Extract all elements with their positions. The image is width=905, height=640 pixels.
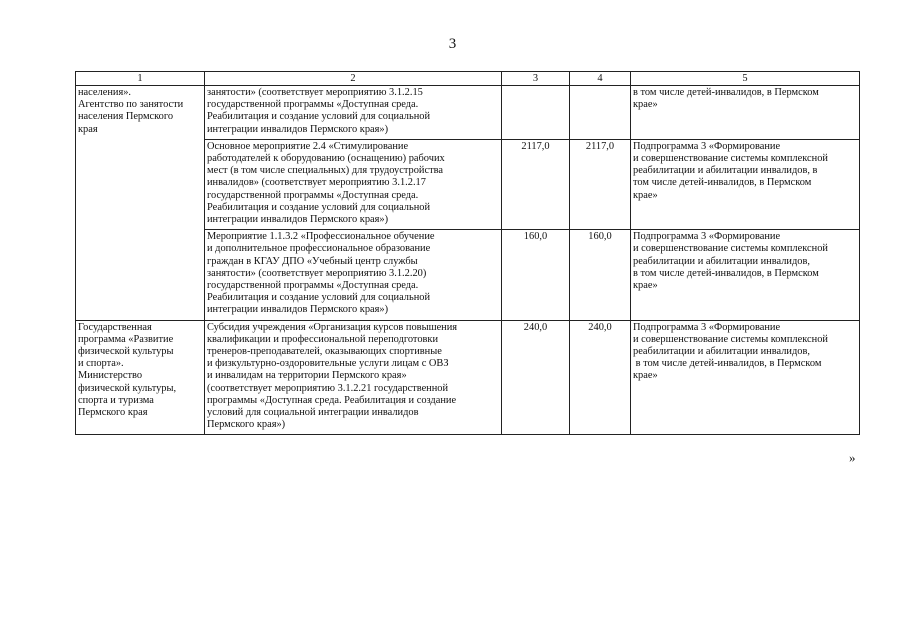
- column-header-3: 3: [502, 72, 570, 86]
- measure-cell: Основное мероприятие 2.4 «Стимулирование работодателей к оборудованию (оснащению) рабочих мест (в том числе специальных) для трудоустройства инвалидов» (соответствует мероприятию 3.1.2.17 государственной программы «Доступная среда. Реабилитация и создание условий для социальной интеграции инвалидов Пермского края»): [205, 139, 502, 229]
- amount-cell: 160,0: [570, 230, 631, 320]
- table-header-row: [76, 72, 860, 86]
- measure-cell: Субсидия учреждения «Организация курсов повышения квалификации и профессиональной переподготовки тренеров-преподавателей, оказывающих спортивные и физкультурно-оздоровительные услуги лицам с ОВЗ и инвалидам на территории Пермского края» (соответствует мероприятию 3.1.2.21 государственной программы «Доступная среда. Реабилитация и создание условий для социальной интеграции инвалидов Пермского края»): [205, 320, 502, 435]
- amount-cell: 2117,0: [570, 139, 631, 229]
- amount-cell: 160,0: [502, 230, 570, 320]
- amount-cell: [502, 86, 570, 140]
- table-row: [76, 320, 860, 435]
- amount-cell: 240,0: [502, 320, 570, 435]
- subprogram-cell: Подпрограмма 3 «Формирование и совершенствование системы комплексной реабилитации и абилитации инвалидов, в том числе детей-инвалидов, в Пермском крае»: [631, 139, 860, 229]
- program-responsible-cell: Государственная программа «Развитие физической культуры и спорта». Министерство физической культуры, спорта и туризма Пермского края: [76, 320, 205, 435]
- subprogram-cell: Подпрограмма 3 «Формирование и совершенствование системы комплексной реабилитации и абилитации инвалидов, в том числе детей-инвалидов, в Пермском крае»: [631, 230, 860, 320]
- column-header-5: 5: [631, 72, 860, 86]
- measure-cell: занятости» (соответствует мероприятию 3.1.2.15 государственной программы «Доступная среда. Реабилитация и создание условий для социальной интеграции инвалидов Пермского края»): [205, 86, 502, 140]
- amount-cell: 240,0: [570, 320, 631, 435]
- subprogram-cell: в том числе детей-инвалидов, в Пермском крае»: [631, 86, 860, 140]
- amount-cell: [570, 86, 631, 140]
- measure-cell: Мероприятие 1.1.3.2 «Профессиональное обучение и дополнительное профессиональное образование граждан в КГАУ ДПО «Учебный центр службы занятости» (соответствует мероприятию 3.1.2.20) государственной программы «Доступная среда. Реабилитация и создание условий для социальной интеграции инвалидов Пермского края»): [205, 230, 502, 320]
- program-responsible-cell: населения». Агентство по занятости населения Пермского края: [76, 86, 205, 321]
- page-number: 3: [448, 36, 457, 52]
- program-table: [75, 71, 860, 435]
- column-header-1: 1: [76, 72, 205, 86]
- column-header-2: 2: [205, 72, 502, 86]
- closing-quote: »: [849, 450, 856, 465]
- table-row: [76, 86, 860, 140]
- amount-cell: 2117,0: [502, 139, 570, 229]
- subprogram-cell: Подпрограмма 3 «Формирование и совершенствование системы комплексной реабилитации и абилитации инвалидов, в том числе детей-инвалидов, в Пермском крае»: [631, 320, 860, 435]
- column-header-4: 4: [570, 72, 631, 86]
